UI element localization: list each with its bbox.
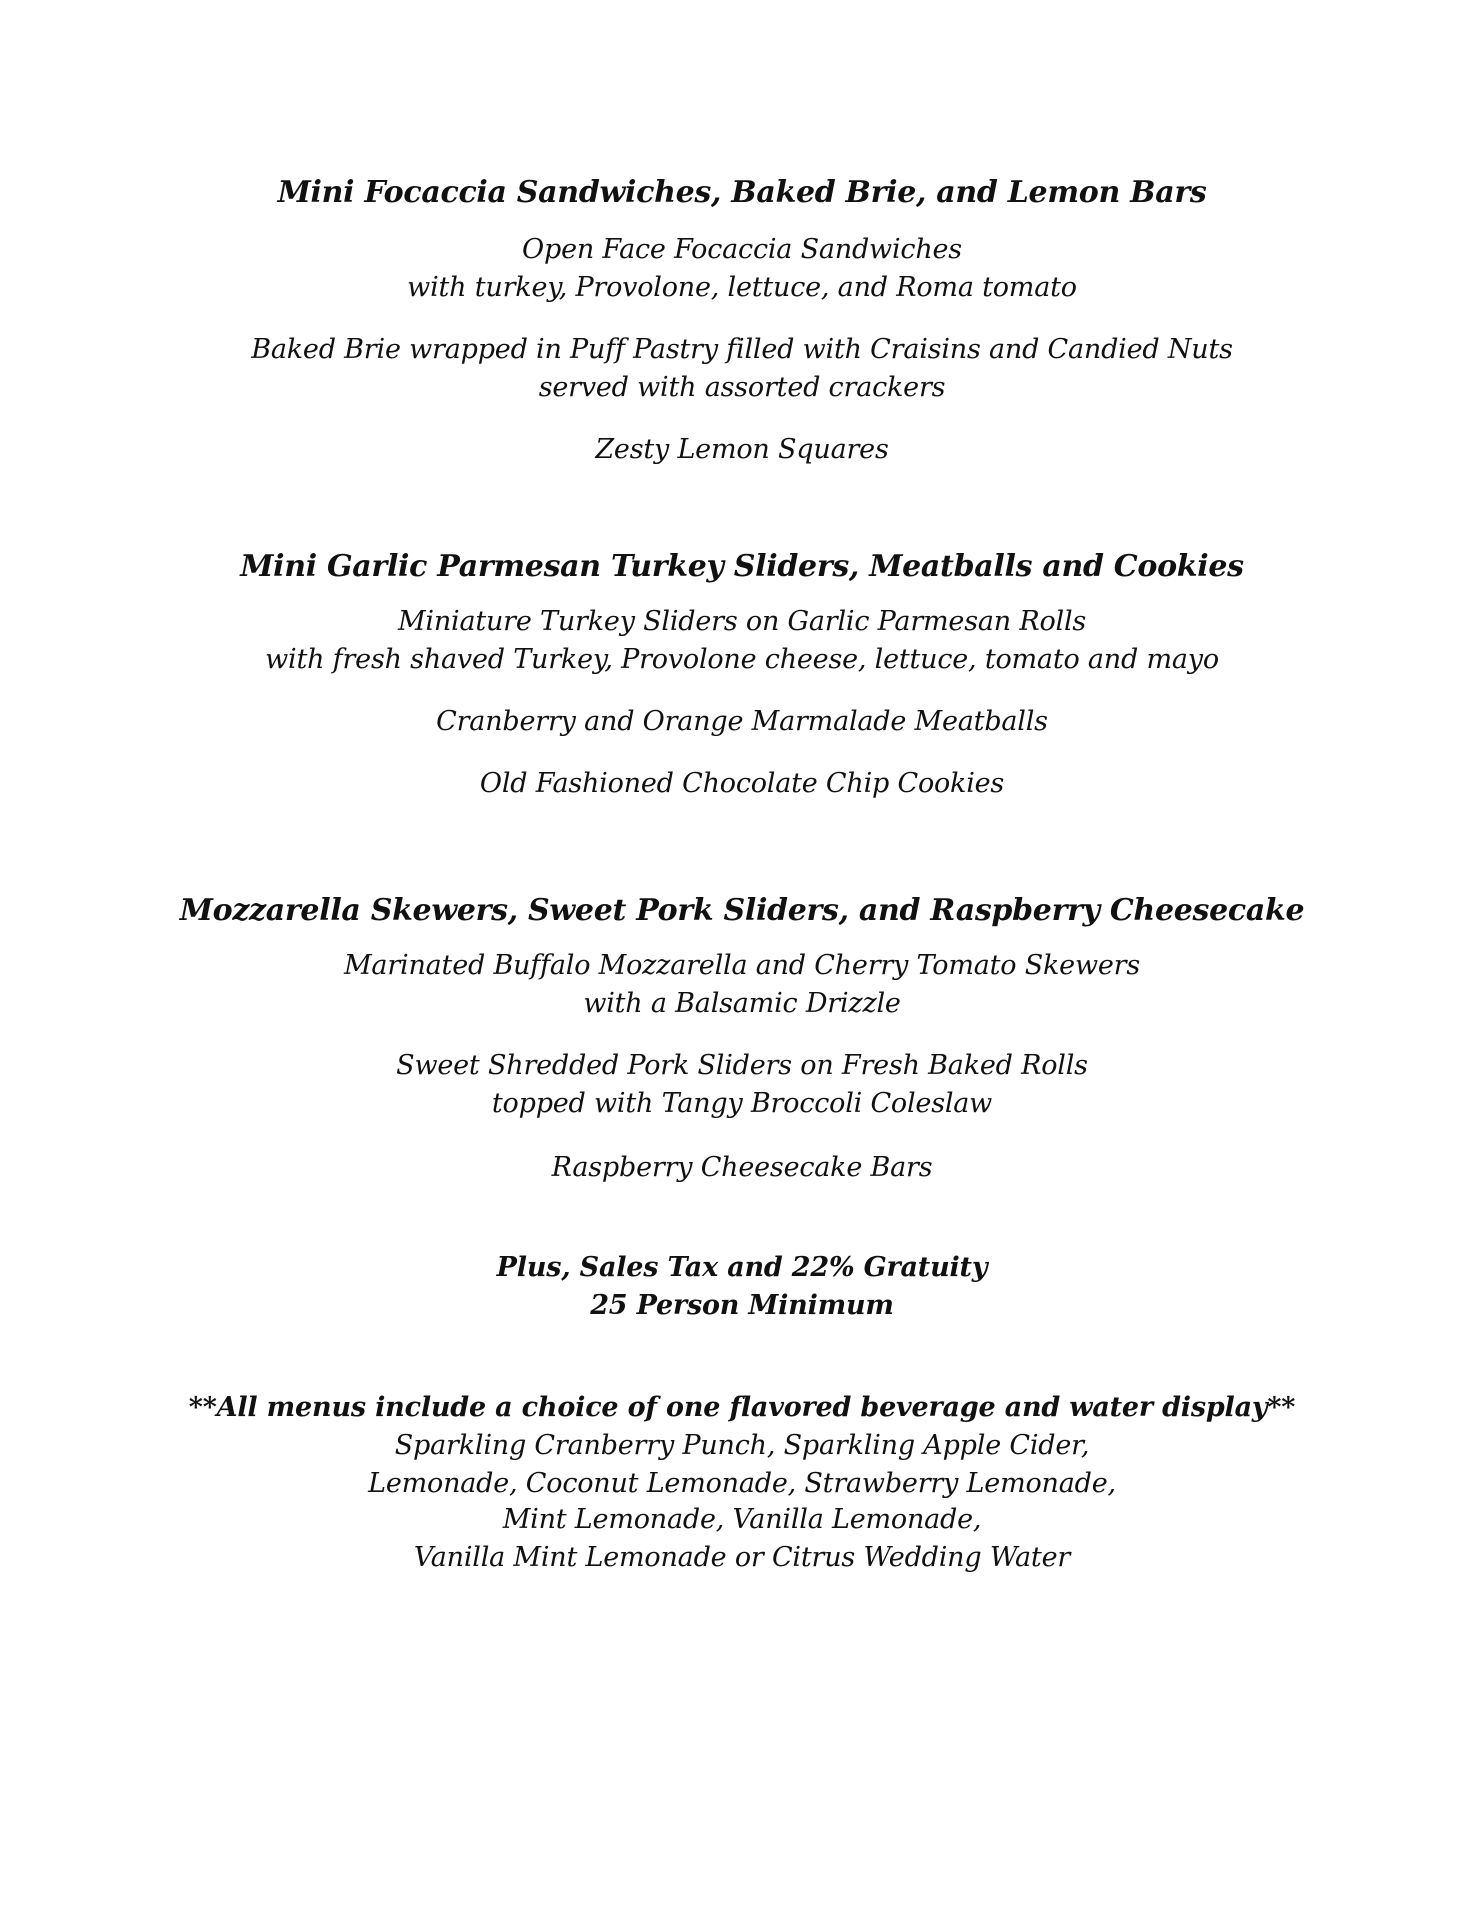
menu1-line-4: served with assorted crackers [538,372,946,403]
menu2-title: Mini Garlic Parmesan Turkey Sliders, Meatballs and Cookies [240,549,1244,584]
menu3-title: Mozzarella Skewers, Sweet Pork Sliders, and Raspberry Cheesecake [179,893,1305,928]
menu1-line-2: with turkey, Provolone, lettuce, and Roma tomato [407,272,1077,303]
menu1-title: Mini Focaccia Sandwiches, Baked Brie, and Lemon Bars [277,175,1207,210]
menu3-line-3: Sweet Shredded Pork Sliders on Fresh Baked Rolls [396,1050,1088,1081]
menu2-line-4: Old Fashioned Chocolate Chip Cookies [479,768,1005,799]
menu1-line-3: Baked Brie wrapped in Puff Pastry filled with Craisins and Candied Nuts [251,334,1233,365]
beverages-line-3: Mint Lemonade, Vanilla Lemonade, [502,1504,982,1535]
menu3-line-4: topped with Tangy Broccoli Coleslaw [491,1088,993,1119]
menu3-line-2: with a Balsamic Drizzle [583,988,901,1019]
beverages-line-4: Vanilla Mint Lemonade or Citrus Wedding Water [413,1542,1071,1573]
menu1-line-1: Open Face Focaccia Sandwiches [522,234,962,265]
menu3-line-5: Raspberry Cheesecake Bars [551,1152,933,1183]
menu2-line-2: with fresh shaved Turkey, Provolone cheese, lettuce, tomato and mayo [265,644,1219,675]
beverages-title: **All menus include a choice of one flavored beverage and water display** [188,1392,1296,1423]
menu1-line-5: Zesty Lemon Squares [595,434,889,465]
pricing-line-2: 25 Person Minimum [590,1290,894,1321]
beverages-line-2: Lemonade, Coconut Lemonade, Strawberry Lemonade, [368,1468,1116,1499]
menu3-line-1: Marinated Buffalo Mozzarella and Cherry Tomato Skewers [343,950,1140,981]
menu2-line-1: Miniature Turkey Sliders on Garlic Parmesan Rolls [397,606,1087,637]
beverages-line-1: Sparkling Cranberry Punch, Sparkling Apple Cider, [394,1430,1090,1461]
menu2-line-3: Cranberry and Orange Marmalade Meatballs [436,706,1048,737]
pricing-line-1: Plus, Sales Tax and 22% Gratuity [496,1252,988,1283]
